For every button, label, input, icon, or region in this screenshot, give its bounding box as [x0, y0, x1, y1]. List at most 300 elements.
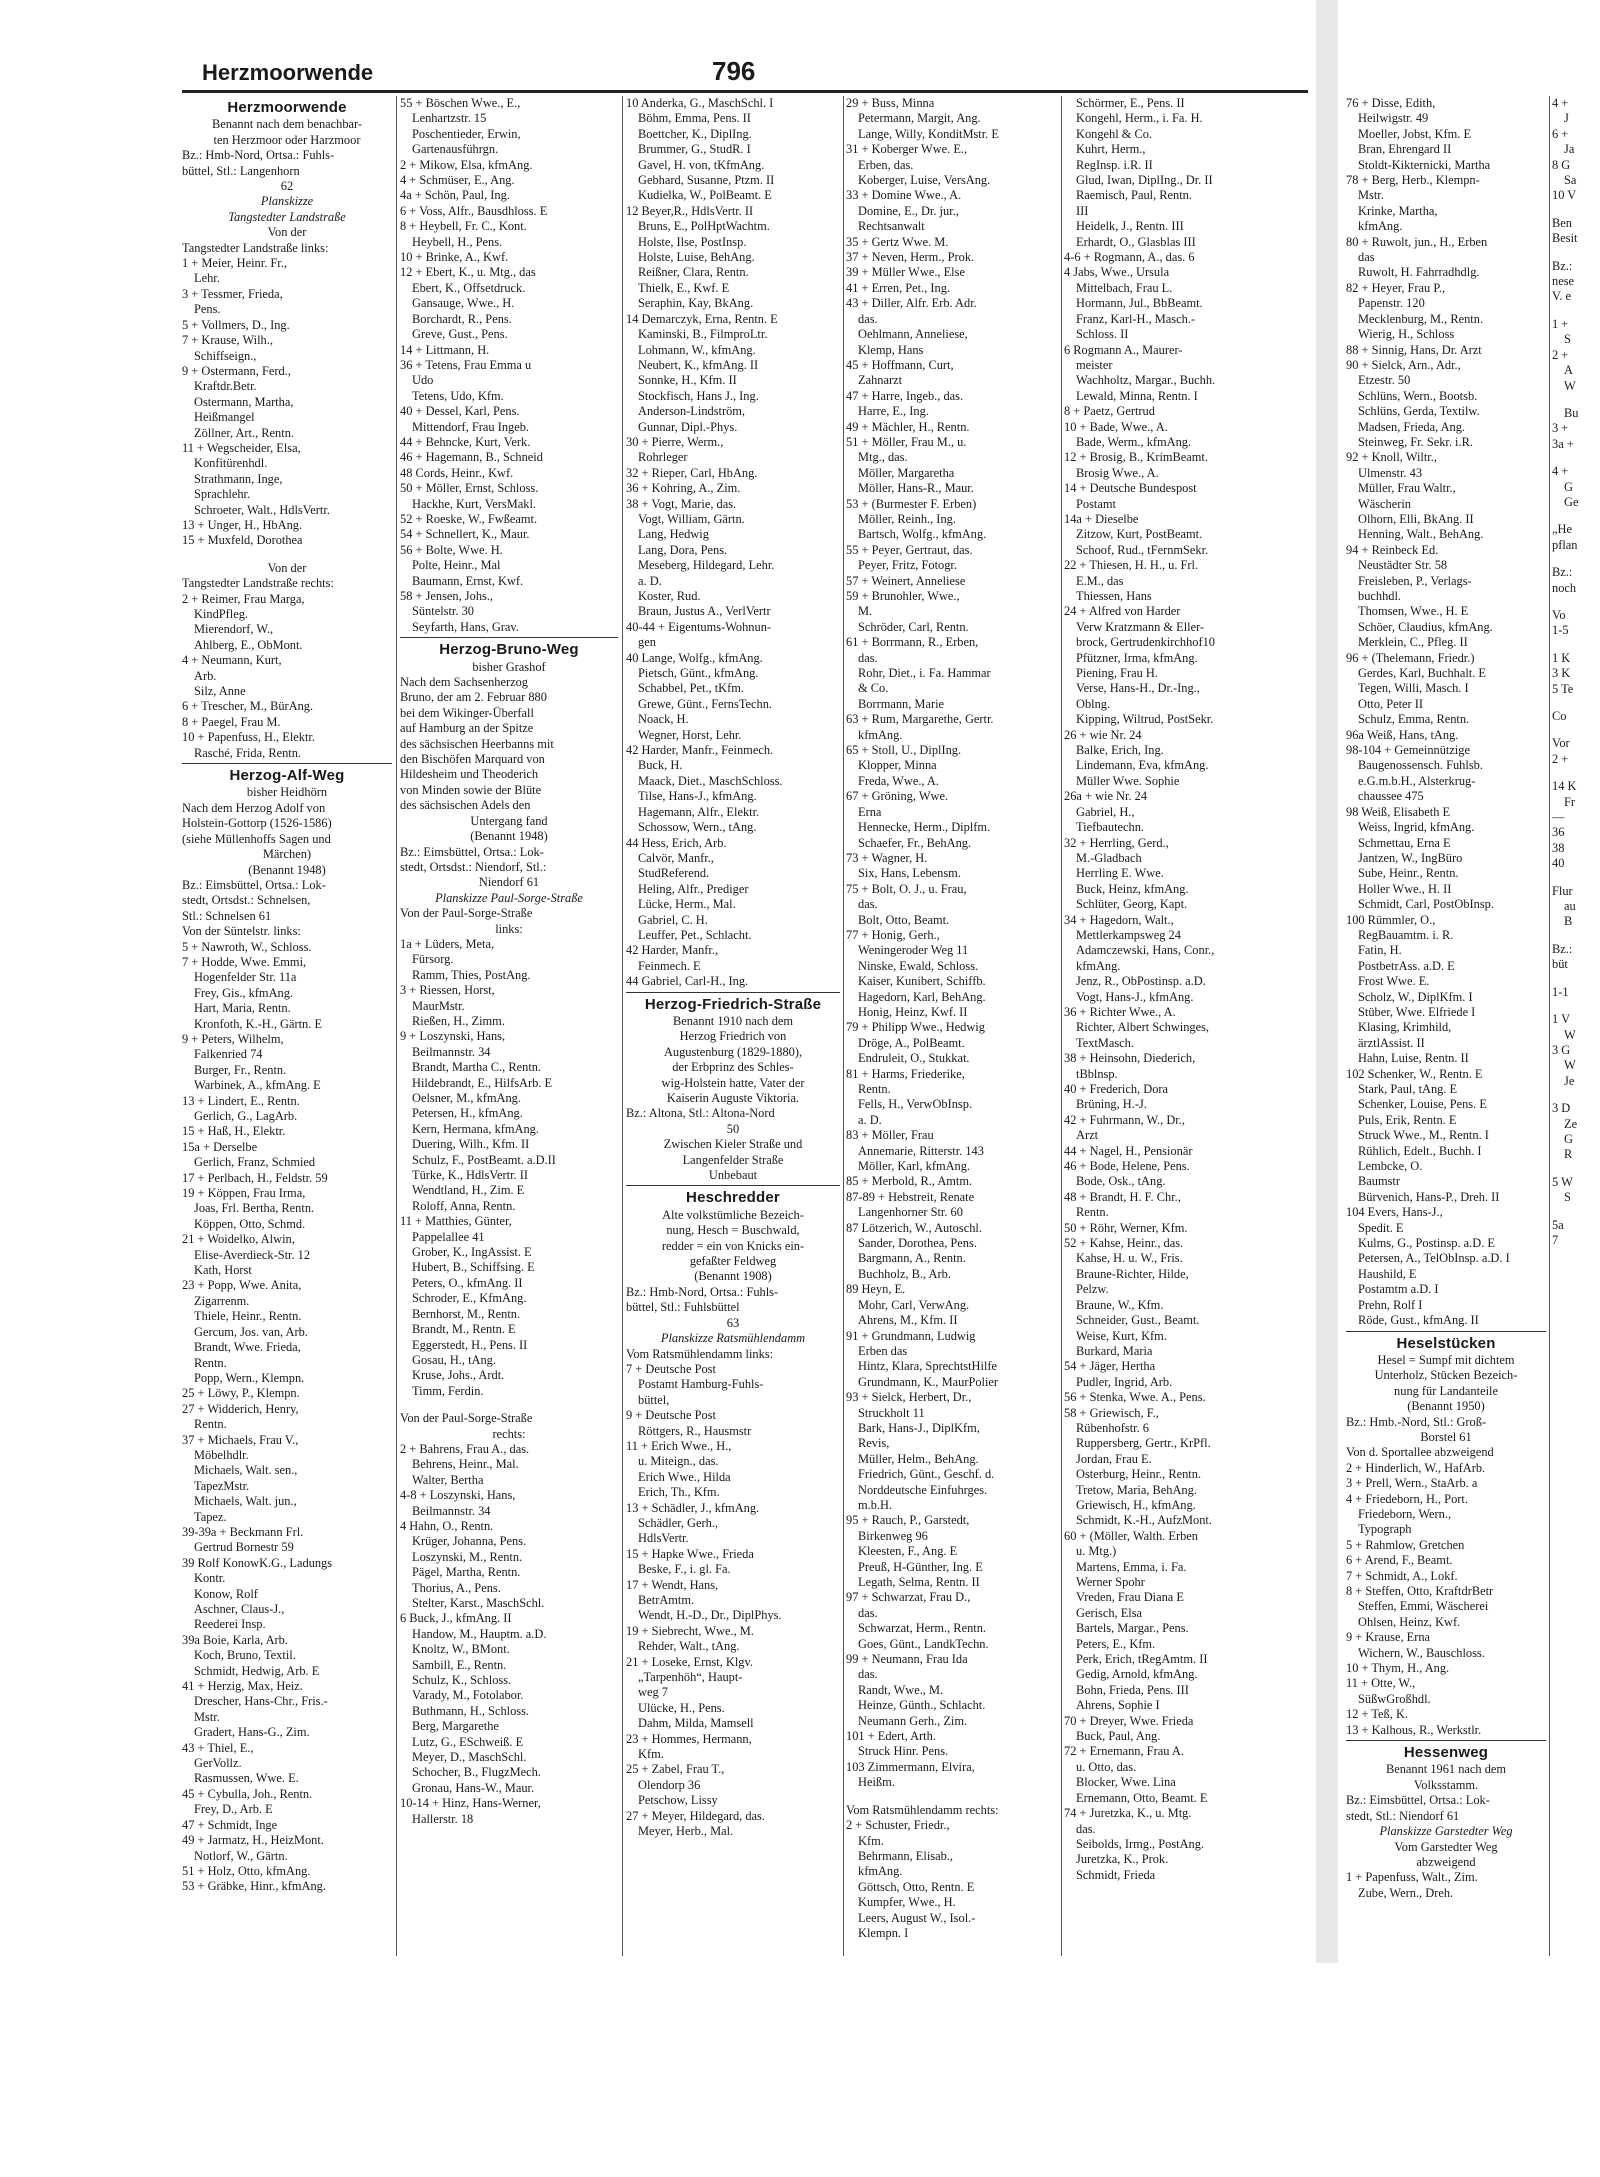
resident-line: Elise-Averdieck-Str. 12	[194, 1247, 311, 1262]
resident-line: Koch, Bruno, Textil.	[194, 1648, 296, 1663]
resident-line: Kath, Horst	[194, 1263, 252, 1278]
resident-line: Grober, K., IngAssist. E	[412, 1245, 532, 1260]
resident-line: Stoldt-Kikternicki, Martha	[1358, 157, 1491, 172]
street-note: Hesel = Sumpf mit dichtem	[1377, 1352, 1515, 1367]
resident-line: Rentn.	[858, 1082, 891, 1096]
resident-line: Struckholt 11	[858, 1405, 925, 1420]
resident-line: Beilmannstr. 34	[412, 1044, 491, 1059]
resident-line: Domine, E., Dr. jur.,	[858, 203, 959, 218]
resident-line: Schmidt, Hedwig, Arb. E	[194, 1663, 320, 1678]
address-line: den Bischöfen Marquard von	[400, 752, 545, 767]
resident-line: Heybell, H., Pens.	[412, 234, 503, 249]
address-line: 13 + Kalhous, R., Werkstlr.	[1346, 1722, 1482, 1737]
resident-line: Postamt	[1076, 496, 1116, 511]
resident-line: Schröder, Carl, Rentn.	[858, 619, 969, 634]
resident-line: Schaefer, Fr., BehAng.	[858, 835, 972, 850]
resident-line: Endruleit, O., Stukkat.	[858, 1051, 970, 1066]
address-line: stedt, Ortsdst.: Schnelsen,	[182, 893, 311, 908]
resident-line: Eggerstedt, H., Pens. II	[412, 1337, 528, 1352]
resident-line: Timm, Ferdin.	[412, 1383, 484, 1398]
address-line: 87-89 + Hebstreit, Renate	[846, 1189, 975, 1204]
address-line: 65 + Stoll, U., DiplIng.	[846, 743, 962, 758]
resident-line: Hennecke, Herm., Diplfm.	[858, 820, 991, 835]
resident-line: Wäscherin	[1358, 496, 1411, 511]
resident-line: Köppen, Otto, Schmd.	[194, 1216, 306, 1231]
resident-line: Spedit. E	[1358, 1220, 1404, 1235]
resident-line: Thomsen, Wwe., H. E	[1358, 604, 1469, 619]
resident-line: Schlüns, Gerda, Textilw.	[1358, 404, 1480, 419]
resident-line: Walter, Bertha	[412, 1472, 484, 1487]
resident-line: Klasing, Krimhild,	[1358, 1020, 1452, 1035]
resident-line: Ulmenstr. 43	[1358, 465, 1423, 480]
resident-line: Berg, Margarethe	[412, 1719, 499, 1734]
address-line: 5 W	[1552, 1174, 1573, 1189]
address-line: 39-39a + Beckmann Frl.	[182, 1524, 304, 1539]
address-line: 3 + Prell, Wern., StaArb. a	[1346, 1476, 1478, 1491]
resident-line: Böhm, Emma, Pens. II	[638, 111, 751, 126]
resident-line: Kipping, Wiltrud, PostSekr.	[1076, 712, 1214, 727]
resident-line: Stüber, Wwe. Elfriede I	[1358, 1004, 1476, 1019]
resident-line: Holste, Ilse, PostInsp.	[638, 234, 747, 249]
resident-line: E.M., das	[1076, 573, 1124, 588]
column-rule	[1549, 96, 1550, 1956]
resident-line: Koberger, Luise, VersAng.	[858, 173, 991, 188]
resident-line: Tretow, Maria, BehAng.	[1076, 1482, 1197, 1497]
address-line: 5 + Vollmers, D., Ing.	[182, 317, 290, 332]
resident-line: Hogenfelder Str. 11a	[194, 970, 297, 985]
resident-line: Lücke, Herm., Mal.	[638, 897, 736, 912]
resident-line: Pfützner, Irma, kfmAng.	[1076, 650, 1198, 665]
plan-note: Tangstedter Landstraße	[228, 209, 346, 224]
street-note: Untergang fand	[470, 813, 548, 828]
resident-line: Ge	[1564, 494, 1579, 509]
resident-line: Moeller, Jobst, Kfm. E	[1358, 126, 1472, 141]
resident-line: Schulz, K., Schloss.	[412, 1673, 512, 1688]
resident-line: Möbelhdlr.	[194, 1447, 249, 1462]
resident-line: Kongehl & Co.	[1076, 126, 1153, 141]
resident-line: Revis,	[858, 1436, 890, 1451]
resident-line: Braune-Richter, Hilde,	[1076, 1266, 1189, 1281]
spacer	[182, 549, 392, 561]
address-line: 25 + Zabel, Frau T.,	[626, 1762, 725, 1777]
resident-line: büttel,	[638, 1392, 670, 1407]
resident-line: Wendtland, H., Zim. E	[412, 1183, 525, 1198]
resident-line: Gerisch, Elsa	[1076, 1605, 1143, 1620]
resident-line: Otto, Peter II	[1358, 696, 1424, 711]
resident-line: Je	[1564, 1073, 1575, 1088]
street-note: redder = ein von Knicks ein-	[661, 1238, 805, 1253]
address-line: 6 + Voss, Alfr., Bausdhloss. E	[400, 203, 548, 218]
resident-line: Brandt, M., Rentn. E	[412, 1322, 516, 1337]
resident-line: Werner Spohr	[1076, 1575, 1145, 1589]
spacer	[1552, 767, 1600, 779]
section-rule	[182, 763, 392, 764]
resident-line: Fells, H., VerwObInsp.	[858, 1097, 973, 1112]
resident-line: Dröge, A., PolBeamt.	[858, 1035, 965, 1050]
resident-line: Friedeborn, Wern.,	[1358, 1506, 1452, 1521]
address-line: 3 +	[1552, 421, 1569, 436]
spacer	[1552, 510, 1600, 522]
street-note: ten Herzmoor oder Harzmoor	[213, 132, 361, 147]
address-line: Holstein-Gottorp (1526-1586)	[182, 816, 332, 831]
resident-line: Raemisch, Paul, Rentn.	[1076, 188, 1192, 203]
resident-line: Gavel, H. von, tKfmAng.	[638, 157, 765, 172]
column-4	[846, 96, 1060, 1956]
scan-margin	[0, 1963, 1600, 2177]
street-note: Benannt 1910 nach dem	[672, 1013, 794, 1028]
address-line: 11 + Wegscheider, Elsa,	[182, 440, 301, 455]
resident-line: Schwarzat, Herm., Rentn.	[858, 1621, 986, 1636]
spacer	[1552, 930, 1600, 942]
resident-line: Schöer, Claudius, kfmAng.	[1358, 619, 1493, 634]
resident-line: PostbetrAss. a.D. E	[1358, 958, 1455, 973]
resident-line: Grewe, Günt., FernsTechn.	[638, 696, 773, 711]
resident-line: Schroder, E., KfmAng.	[412, 1291, 527, 1306]
address-line: 76 + Disse, Edith,	[1346, 96, 1436, 110]
street-note: Von der	[267, 560, 307, 575]
resident-line: brock, Gertrudenkirchhof10	[1076, 635, 1216, 650]
resident-line: gen	[638, 635, 656, 650]
resident-line: Kaiser, Kunibert, Schiffb.	[858, 974, 986, 989]
resident-line: Weise, Kurt, Kfm.	[1076, 1328, 1167, 1343]
resident-line: Kulms, G., Postinsp. a.D. E	[1358, 1236, 1495, 1251]
resident-line: Kahse, H. u. W., Fris.	[1076, 1251, 1183, 1266]
resident-line: Mittelbach, Frau L.	[1076, 280, 1173, 295]
street-note: Unterholz, Stücken Bezeich-	[1374, 1368, 1518, 1383]
address-line: 40 + Frederich, Dora	[1064, 1082, 1169, 1096]
address-line: 7 + Schmidt, A., Lokf.	[1346, 1568, 1458, 1583]
resident-line: Zube, Wern., Dreh.	[1358, 1885, 1454, 1900]
spacer	[1552, 1000, 1600, 1012]
address-line: 40	[1552, 856, 1565, 871]
resident-line: Legath, Selma, Rentn. II	[858, 1575, 980, 1589]
resident-line: Heilwigstr. 49	[1358, 111, 1429, 126]
resident-line: Türke, K., HdlsVertr. II	[412, 1168, 528, 1183]
resident-line: Rentn.	[194, 1417, 227, 1432]
resident-line: Varady, M., Fotolabor.	[412, 1688, 524, 1703]
resident-line: u. Mtg.)	[1076, 1544, 1117, 1559]
resident-line: Lang, Hedwig	[638, 527, 709, 542]
address-line: 39a Boie, Karla, Arb.	[182, 1632, 288, 1647]
resident-line: Schmettau, Erna E	[1358, 835, 1451, 850]
resident-line: TextMasch.	[1076, 1035, 1134, 1050]
resident-line: Friedrich, Günt., Geschf. d.	[858, 1467, 995, 1482]
address-line: 42 Harder, Manfr., Feinmech.	[626, 743, 774, 758]
resident-line: Popp, Wern., Klempn.	[194, 1370, 305, 1385]
resident-line: Ramm, Thies, PostAng.	[412, 967, 531, 982]
street-note: Borstel 61	[1420, 1429, 1472, 1444]
resident-line: Heißm.	[858, 1775, 895, 1790]
address-line: 10 + Papenfuss, H., Elektr.	[182, 730, 315, 745]
resident-line: Lang, Dora, Pens.	[638, 542, 728, 557]
spacer	[1552, 247, 1600, 259]
resident-line: Calvör, Manfr.,	[638, 850, 714, 865]
resident-line: Behrmann, Elisab.,	[858, 1848, 953, 1863]
resident-line: au	[1564, 899, 1576, 914]
resident-line: das.	[858, 311, 878, 326]
street-note: (Benannt 1908)	[694, 1269, 772, 1284]
resident-line: SüßwGroßhdl.	[1358, 1691, 1431, 1706]
address-line: Nach dem Herzog Adolf von	[182, 800, 326, 815]
address-line: 21 + Woidelko, Alwin,	[182, 1232, 295, 1247]
resident-line: Schocher, B., FlugzMech.	[412, 1765, 541, 1780]
address-line: 11 + Matthies, Günter,	[400, 1214, 512, 1229]
resident-line: Hintz, Klara, SprechtstHilfe	[858, 1359, 998, 1374]
address-line: 83 + Möller, Frau	[846, 1128, 934, 1143]
resident-line: Gansauge, Wwe., H.	[412, 296, 515, 311]
address-line: 53 + Gräbke, Hinr., kfmAng.	[182, 1879, 326, 1894]
resident-line: Annemarie, Ritterstr. 143	[858, 1143, 984, 1158]
street-heading: Herzog-Friedrich-Straße	[644, 995, 822, 1013]
address-line: 36 + Richter Wwe., A.	[1064, 1004, 1176, 1019]
address-line: 45 + Hoffmann, Curt,	[846, 357, 954, 372]
address-line: 12 + Ebert, K., u. Mtg., das	[400, 265, 536, 280]
resident-line: u. Otto, das.	[1076, 1759, 1137, 1774]
resident-line: Lenhartzstr. 15	[412, 111, 487, 126]
resident-line: G	[1564, 479, 1573, 494]
address-line: nese	[1552, 274, 1575, 289]
resident-line: Lutz, G., ESchweiß. E	[412, 1734, 524, 1749]
resident-line: Burkard, Maria	[1076, 1343, 1153, 1358]
resident-line: Ja	[1564, 142, 1575, 157]
resident-line: Schroeter, Walt., HdlsVertr.	[194, 502, 330, 517]
address-line: 88 + Sinnig, Hans, Dr. Arzt	[1346, 342, 1482, 357]
address-line: 39 Rolf KonowK.G., Ladungs	[182, 1555, 333, 1570]
street-note: Kaiserin Auguste Viktoria.	[666, 1091, 800, 1105]
address-line: „He	[1552, 522, 1572, 537]
address-line: 9 + Deutsche Post	[626, 1408, 716, 1423]
resident-line: Steinweg, Fr. Sekr. i.R.	[1358, 434, 1473, 449]
address-line: 12 + Teß, K.	[1346, 1707, 1408, 1722]
address-line: 9 + Loszynski, Hans,	[400, 1029, 506, 1044]
resident-line: Handow, M., Hauptm. a.D.	[412, 1626, 547, 1641]
address-line: 38 + Vogt, Marie, das.	[626, 496, 737, 511]
resident-line: Preuß, H-Günther, Ing. E	[858, 1559, 983, 1574]
address-line: 93 + Sielck, Herbert, Dr.,	[846, 1390, 972, 1405]
resident-line: Glud, Iwan, DiplIng., Dr. II	[1076, 173, 1213, 188]
address-line: büt	[1552, 957, 1568, 972]
resident-line: Aschner, Claus-J.,	[194, 1602, 285, 1616]
address-line: 95 + Rauch, P., Garstedt,	[846, 1513, 970, 1528]
resident-line: Hubert, B., Schiffsing. E	[412, 1260, 535, 1275]
address-line: Tangstedter Landstraße rechts:	[182, 576, 334, 591]
address-line: 2 + Hinderlich, W., HafArb.	[1346, 1460, 1486, 1475]
resident-line: Papenstr. 120	[1358, 296, 1425, 311]
address-line: Vom Ratsmühlendamm rechts:	[846, 1802, 999, 1817]
resident-line: Baumann, Ernst, Kwf.	[412, 573, 524, 588]
resident-line: Möller, Reinh., Ing.	[858, 511, 956, 526]
address-line: 48 + Brandt, H. F. Chr.,	[1064, 1189, 1181, 1204]
resident-line: Gosau, H., tAng.	[412, 1352, 496, 1367]
resident-line: BetrAmtm.	[638, 1593, 695, 1607]
resident-line: Peters, E., Kfm.	[1076, 1636, 1156, 1651]
resident-line: Buthmann, H., Schloss.	[412, 1703, 530, 1718]
resident-line: Mstr.	[1358, 188, 1384, 203]
address-line: 1a + Lüders, Meta,	[400, 936, 495, 951]
resident-line: e.G.m.b.H., Alsterkrug-	[1358, 773, 1476, 788]
address-line: 54 + Schnellert, K., Maur.	[400, 527, 530, 542]
address-line: 92 + Knoll, Wiltr.,	[1346, 450, 1437, 465]
resident-line: Typograph	[1358, 1522, 1412, 1537]
resident-line: S	[1564, 332, 1571, 347]
resident-line: das	[1358, 250, 1375, 265]
resident-line: Gronau, Hans-W., Maur.	[412, 1780, 535, 1795]
resident-line: Kronfoth, K.-H., Gärtn. E	[194, 1016, 323, 1031]
resident-line: Rentn.	[194, 1355, 227, 1370]
address-line: Nach dem Sachsenherzog	[400, 675, 528, 690]
resident-line: Hackhe, Kurt, VersMakl.	[412, 496, 536, 511]
address-line: 11 + Erich Wwe., H.,	[626, 1438, 732, 1453]
resident-line: Norddeutsche Einfuhrges.	[858, 1482, 988, 1497]
address-line: 103 Zimmermann, Elvira,	[846, 1759, 975, 1774]
address-line: 51 + Holz, Otto, kfmAng.	[182, 1863, 311, 1878]
street-note: Von der	[267, 225, 307, 240]
address-line: 40 + Dessel, Karl, Pens.	[400, 404, 520, 419]
resident-line: Greve, Gust., Pens.	[412, 327, 508, 342]
resident-line: Lindemann, Eva, kfmAng.	[1076, 758, 1209, 773]
column-3	[626, 96, 840, 1956]
resident-line: Wierig, H., Schloss	[1358, 327, 1455, 342]
plan-note: Planskizze Ratsmühlendamm	[660, 1331, 806, 1346]
address-line: Vo	[1552, 607, 1566, 622]
resident-line: Brandt, Martha C., Rentn.	[412, 1060, 542, 1075]
address-line: 23 + Hommes, Hermann,	[626, 1731, 752, 1746]
address-line: 7 + Hodde, Wwe. Emmi,	[182, 954, 307, 969]
address-line: 52 + Kahse, Heinr., das.	[1064, 1236, 1184, 1251]
resident-line: Randt, Wwe., M.	[858, 1682, 944, 1697]
resident-line: Bade, Werm., kfmAng.	[1076, 434, 1192, 449]
address-line: 104 Evers, Hans-J.,	[1346, 1205, 1443, 1220]
resident-line: Dahm, Milda, Mamsell	[638, 1716, 754, 1731]
resident-line: Pelzw.	[1076, 1282, 1109, 1297]
resident-line: Ahrens, M., Kfm. II	[858, 1313, 958, 1328]
resident-line: Bürvenich, Hans-P., Dreh. II	[1358, 1189, 1500, 1204]
address-line: 1 +	[1552, 316, 1569, 331]
address-line: 4 Hahn, O., Rentn.	[400, 1518, 494, 1533]
resident-line: Zitzow, Kurt, PostBeamt.	[1076, 527, 1203, 542]
resident-line: Leuffer, Pet., Schlacht.	[638, 927, 752, 942]
address-line: 38 + Heinsohn, Diederich,	[1064, 1051, 1196, 1066]
resident-line: Vogt, William, Gärtn.	[638, 511, 745, 526]
address-line: 67 + Gröning, Wwe.	[846, 789, 949, 804]
resident-line: Tegen, Willi, Masch. I	[1358, 681, 1469, 696]
resident-line: Steffen, Emmi, Wäscherei	[1358, 1599, 1489, 1614]
address-line: 56 + Stenka, Wwe. A., Pens.	[1064, 1390, 1206, 1405]
resident-line: Gerdes, Karl, Buchhalt. E	[1358, 666, 1486, 681]
address-line: 36	[1552, 825, 1565, 840]
address-line: 55 + Peyer, Gertraut, das.	[846, 542, 973, 557]
section-rule	[626, 1185, 840, 1186]
resident-line: Boettcher, K., DiplIng.	[638, 126, 752, 141]
resident-line: Arb.	[194, 668, 217, 683]
resident-line: Michaels, Walt. sen.,	[194, 1463, 298, 1478]
address-line: 53 + (Burmester F. Erben)	[846, 496, 977, 511]
resident-line: Herrling E. Wwe.	[1076, 866, 1164, 881]
resident-line: Borrmann, Marie	[858, 696, 945, 711]
resident-line: Maack, Diet., MaschSchloss.	[638, 773, 783, 788]
address-line: Von der Süntelstr. links:	[182, 924, 301, 939]
address-line: Bz.: Hmb-Nord, Ortsa.: Fuhls-	[182, 148, 335, 163]
resident-line: Schmidt, Frieda	[1076, 1867, 1156, 1882]
address-line: 4 +	[1552, 96, 1569, 110]
address-line: 61 + Borrmann, R., Erben,	[846, 635, 979, 650]
address-line: 47 + Schmidt, Inge	[182, 1817, 278, 1832]
resident-line: Rehder, Walt., tAng.	[638, 1639, 740, 1654]
address-line: 37 + Michaels, Frau V.,	[182, 1432, 299, 1447]
address-line: V. e	[1552, 289, 1572, 304]
address-line: 96 + (Thelemann, Friedr.)	[1346, 650, 1475, 665]
resident-line: kfmAng.	[858, 727, 903, 742]
address-line: 94 + Reinbeck Ed.	[1346, 542, 1439, 557]
address-line: 6 + Arend, F., Beamt.	[1346, 1553, 1453, 1568]
resident-line: Gartenausführgn.	[412, 142, 499, 157]
resident-line: Hormann, Jul., BbBeamt.	[1076, 296, 1203, 311]
address-line: 7 + Deutsche Post	[626, 1361, 716, 1376]
resident-line: Sprachlehr.	[194, 487, 251, 502]
address-line: 89 Heyn, E.	[846, 1282, 906, 1297]
column-2	[400, 96, 618, 1956]
address-line: des sächsischen Adels den	[400, 798, 531, 813]
resident-line: Petersen, H., kfmAng.	[412, 1106, 523, 1121]
resident-line: Erben, das.	[858, 157, 914, 172]
resident-line: Möller, Hans-R., Maur.	[858, 481, 974, 496]
resident-line: Meyer, Herb., Mal.	[638, 1824, 734, 1839]
resident-line: StudReferend.	[638, 866, 710, 881]
resident-line: Mittendorf, Frau Ingeb.	[412, 419, 529, 434]
address-line: 6 + Trescher, M., BürAng.	[182, 699, 314, 714]
resident-line: & Co.	[858, 681, 889, 696]
plan-note: Planskizze Paul-Sorge-Straße	[435, 890, 583, 905]
street-heading: Herzog-Bruno-Weg	[439, 641, 579, 659]
resident-line: Vogt, Hans-J., kfmAng.	[1076, 989, 1194, 1004]
page-number: 796	[712, 56, 756, 86]
resident-line: Bode, Osk., tAng.	[1076, 1174, 1166, 1189]
resident-line: Bartels, Margar., Pens.	[1076, 1621, 1189, 1636]
spacer	[1552, 596, 1600, 608]
resident-line: Jordan, Frau E.	[1076, 1451, 1152, 1466]
resident-line: Olhorn, Elli, BkAng. II	[1358, 511, 1474, 526]
resident-line: kfmAng.	[1076, 958, 1121, 973]
address-line: 13 + Schädler, J., kfmAng.	[626, 1500, 760, 1515]
resident-line: Martens, Emma, i. Fa.	[1076, 1559, 1187, 1574]
resident-line: Stockfisch, Hans J., Ing.	[638, 388, 759, 403]
address-line: 58 + Jensen, Johs.,	[400, 589, 494, 603]
address-line: 10 + Brinke, A., Kwf.	[400, 250, 509, 265]
resident-line: Ahrens, Sophie I	[1076, 1698, 1160, 1713]
resident-line: Struck Wwe., M., Rentn. I	[1358, 1128, 1489, 1143]
resident-line: Goes, Günt., LandkTechn.	[858, 1636, 989, 1651]
resident-line: Mierendorf, W.,	[194, 622, 274, 637]
scan-strip	[1316, 0, 1338, 1963]
resident-line: Konow, Rolf	[194, 1586, 258, 1601]
address-line: 73 + Wagner, H.	[846, 850, 928, 865]
resident-line: Polte, Heinr., Mal	[412, 558, 501, 573]
spacer	[1552, 553, 1600, 565]
address-line: 45 + Cybulla, Joh., Rentn.	[182, 1786, 313, 1801]
address-line: 2 +	[1552, 751, 1569, 766]
resident-line: S	[1564, 1190, 1571, 1205]
address-line: 4-6 + Rogmann, A., das. 6	[1064, 250, 1195, 265]
spacer	[1552, 872, 1600, 884]
resident-line: Hahn, Luise, Rentn. II	[1358, 1051, 1469, 1066]
resident-line: Sander, Dorothea, Pens.	[858, 1236, 977, 1251]
address-line: 4-8 + Loszynski, Hans,	[400, 1488, 516, 1503]
address-line: 36 + Tetens, Frau Emma u	[400, 357, 532, 372]
resident-line: Sonnke, H., Kfm. II	[638, 373, 737, 388]
resident-line: Schörmer, E., Pens. II	[1076, 96, 1185, 110]
address-line: 91 + Grundmann, Ludwig	[846, 1328, 976, 1343]
resident-line: Hallerstr. 18	[412, 1811, 474, 1826]
